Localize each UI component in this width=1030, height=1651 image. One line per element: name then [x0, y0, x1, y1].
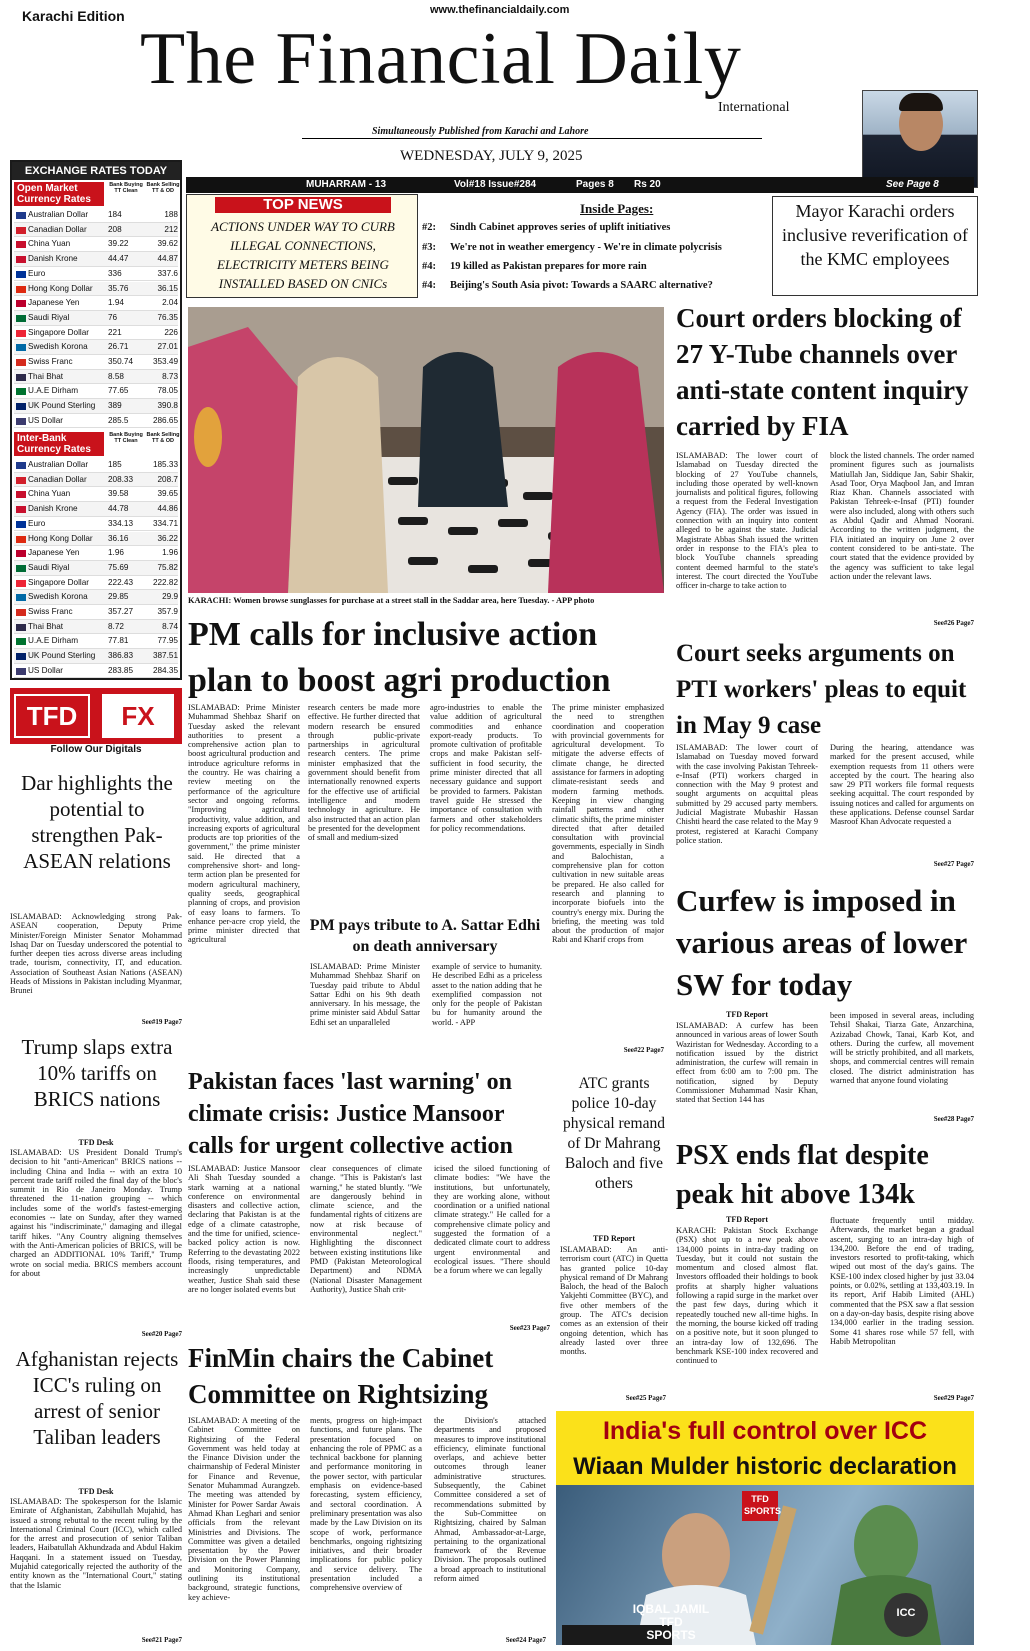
icc-headline-2: Wiaan Mulder historic declaration — [573, 1453, 957, 1480]
tagline: Simultaneously Published from Karachi and Lahore — [372, 126, 589, 137]
psx-see[interactable]: See#29 Page7 — [933, 1394, 974, 1402]
buy-rate: 283.85 — [108, 665, 134, 675]
flag-icon — [16, 418, 26, 425]
atc-byline: TFD Report — [593, 1234, 635, 1243]
sell-rate: 77.95 — [157, 636, 178, 646]
atc-headline[interactable]: ATC grants police 10-day physical remand of Dr Mahrang Baloch and five others — [562, 1075, 665, 1192]
open-market-row — [14, 296, 178, 311]
interbank-row — [14, 546, 178, 561]
curfew-col1: ISLAMABAD: A curfew has been announced in various areas of lower South Waziristan for Wednesday. According to a notification issued by the district administration, the curfew will remain in effect from 6:00 am to 7:00 pm. The notification, signed by Deputy Commissioner Muhammad Nasir Khan, stated that Section 144 has — [676, 1021, 818, 1105]
court-youtube-col2: block the listed channels. The order named prominent figures such as journalists Matiullah Jan, Siddique Jan, Sabir Shakir, Asad Toor, Orya Maqbool Jan, and Imran Riaz Khan. Channels associated with Pakistan Tehreek-e-Insaf (PTI) founder were also included, along with others such as Abdul Qadir and Ahmad Noorani. According to the written judgment, the FIA initiated an inquiry on June 2 over content considered to be anti-state. The court stated that the evidence provided by the agency was sufficient to take legal action under the relevant laws. — [830, 451, 974, 581]
photo-illustration — [188, 307, 664, 593]
flag-icon — [16, 300, 26, 307]
sell-rate: 390.8 — [157, 401, 178, 411]
currency-name: Thai Bhat — [28, 371, 64, 381]
open-market-row — [14, 399, 178, 414]
flag-icon — [16, 271, 26, 278]
pm-headline[interactable]: PM calls for inclusive action plan to boost agri production — [188, 616, 611, 699]
currency-name: Australian Dollar — [28, 460, 89, 469]
interbank-row — [14, 649, 178, 664]
exchange-rates-panel — [10, 160, 182, 680]
sell-rate: 334.71 — [152, 518, 178, 528]
inside-item[interactable]: #4: Beijing's South Asia pivot: Towards a SAARC alternative? — [422, 280, 713, 291]
mansoor-see[interactable]: See#23 Page7 — [509, 1324, 550, 1332]
court-pti-col2: During the hearing, attendance was marked for the present accused, while exemption requests from 11 others were accepted by the court. The hearing also saw 29 PTI workers file formal requests seeking acquittal. The court responded by issuing notices and called for arguments on these applications. Defense counsel Sardar Masroof Khan Advocate requested a — [830, 743, 974, 827]
currency-name: Saudi Riyal — [28, 562, 70, 572]
flag-icon — [16, 403, 26, 410]
curfew-byline: TFD Report — [726, 1010, 768, 1019]
follow-digitals[interactable]: Follow Our Digitals — [50, 744, 142, 755]
digital-brand-banner[interactable] — [10, 688, 182, 744]
open-market-row — [14, 282, 178, 297]
site-url[interactable]: www.thefinancialdaily.com — [430, 4, 570, 16]
currency-name: Thai Bhat — [28, 621, 64, 631]
flag-icon — [16, 594, 26, 601]
saddar-market-photo — [188, 307, 664, 593]
open-market-row — [14, 355, 178, 370]
currency-name: China Yuan — [28, 489, 71, 499]
edition-label: Karachi Edition — [22, 8, 125, 24]
buy-rate: 184 — [108, 210, 122, 219]
court-youtube-headline[interactable]: Court orders blocking of 27 Y-Tube channels over anti-state content inquiry carried by FIA — [676, 303, 969, 441]
afghan-byline: TFD Desk — [78, 1487, 114, 1496]
sell-rate: 222.82 — [152, 577, 178, 587]
currency-name: Danish Krone — [28, 504, 78, 514]
buy-rate: 39.22 — [108, 239, 129, 249]
mansoor-headline[interactable]: Pakistan faces 'last warning' on climate crisis: Justice Mansoor calls for urgent collective action — [188, 1069, 513, 1159]
currency-name: Singapore Dollar — [28, 577, 89, 587]
currency-name: Japanese Yen — [28, 298, 80, 308]
top-news-head: TOP NEWS — [215, 197, 391, 213]
atc-see[interactable]: See#25 Page7 — [625, 1394, 666, 1402]
afghan-see[interactable]: See#21 Page7 — [141, 1636, 182, 1644]
open-market-row — [14, 311, 178, 326]
flag-icon — [16, 491, 26, 498]
currency-name: U.A.E Dirham — [28, 636, 79, 646]
atc-body: ISLAMABAD: An anti-terrorism court (ATC) in Quetta has granted police 10-day physical remand of Dr Mahrang Baloch, the head of the Baloch Yakjehti Committee (BYC), and five other members of the group. The ATC's decision comes as an extension of their ongoing detention, which has already lasted over three months. — [560, 1245, 668, 1357]
inside-pages-head: Inside Pages: — [580, 201, 654, 216]
interbank-row — [14, 473, 178, 488]
sell-rate: 226 — [164, 327, 178, 337]
buy-rate: 77.65 — [108, 386, 129, 396]
buy-rate: 336 — [108, 268, 122, 278]
flag-icon — [16, 374, 26, 381]
volume-issue: Vol#18 Issue#284 — [454, 179, 537, 190]
col-buy-header-2: Bank Buying TT Clean — [109, 432, 143, 444]
open-market-label: Open Market Currency Rates — [14, 182, 104, 206]
col-buy-header: Bank Buying TT Clean — [109, 182, 143, 194]
buy-rate: 334.13 — [108, 518, 134, 528]
top-news-text: ACTIONS UNDER WAY TO CURB ILLEGAL CONNECTIONS, ELECTRICITY METERS BEING INSTALLED BASED ON CNICs — [211, 219, 395, 291]
buy-rate: 222.43 — [108, 577, 134, 587]
sell-rate: 337.6 — [157, 268, 178, 278]
currency-name: US Dollar — [28, 415, 64, 425]
interbank-row — [14, 590, 178, 605]
buy-rate: 357.27 — [108, 607, 134, 616]
dateline: WEDNESDAY, JULY 9, 2025 — [400, 148, 583, 164]
currency-name: U.A.E Dirham — [28, 386, 79, 396]
currency-name: Canadian Dollar — [28, 224, 87, 234]
psx-col2: fluctuate frequently until midday. Afterwards, the market began a gradual ascent, surging to an intra-day high of 134,200. Before the end of trading, investors resorted to profit-taking, which wiped out most of the day's gains. The KSE-100 index closed higher by just 33.04 points, or 0.02%, settling at 133,403.19. In its report, Arif Habib Limited (AHL) commented that the PSX saw a flat session on a day-on-day basis, despite rising above 134,000 earlier in the trading session. Some 41 shares rose while 57 fell, with Habib Metropolitan — [830, 1216, 974, 1346]
buy-rate: 389 — [108, 401, 122, 411]
sell-rate: 27.01 — [157, 342, 178, 352]
buy-rate: 77.81 — [108, 636, 129, 646]
buy-rate: 39.58 — [108, 489, 129, 499]
sell-rate: 2.04 — [162, 298, 178, 308]
court-pti-headline[interactable]: Court seeks arguments on PTI workers' pleas to equit in May 9 case — [676, 640, 967, 739]
currency-name: Hong Kong Dollar — [28, 533, 93, 543]
flag-icon — [16, 668, 26, 675]
open-market-row — [14, 208, 178, 223]
masthead-title: The Financial Daily — [140, 18, 742, 100]
buy-rate: 35.76 — [108, 283, 129, 293]
sell-rate: 39.65 — [157, 489, 178, 499]
court-pti-col1: ISLAMABAD: The lower court of Islamabad on Tuesday moved forward with the case involving Pakistan Tehreek-e-Insaf (PTI) workers charged in connection with the May 9 protest and sought arguments on acquittal pleas submitted by 29 accused party members. Judicial Magistrate Mubashir Hassan Chishti heard the case related to the May 9 protest, registered at Karachi Company police station. — [676, 743, 818, 845]
mansoor-col1: ISLAMABAD: Justice Mansoor Ali Shah Tuesday sounded a stark warning at a national conference on environmental disasters and collective action, declaring that Pakistan is at the edge of a climate catastrophe, and the time for unified, science-backed policy action is now. Referring to the devastating 2022 floods, rising temperatures, and increasingly unpredictable weather, Justice Shah said these are no longer isolated events but — [188, 1164, 300, 1294]
dar-headline[interactable]: Dar highlights the potential to strengthen Pak-ASEAN relations — [21, 771, 173, 873]
finmin-see[interactable]: See#24 Page7 — [505, 1636, 546, 1644]
sell-rate: 208.7 — [157, 474, 178, 484]
flag-icon — [16, 212, 26, 219]
sattar-col1: ISLAMABAD: Prime Minister Muhammad Shehbaz Sharif on Tuesday paid tribute to Abdul Sattar Edhi on his 9th death anniversary. In his message, the prime minister said Abdul Sattar Edhi set an unparalleled — [310, 962, 420, 1027]
currency-name: Japanese Yen — [28, 548, 80, 558]
icc-sports-banner[interactable] — [556, 1411, 974, 1645]
currency-name: Saudi Riyal — [28, 312, 70, 322]
flag-icon — [16, 550, 26, 557]
open-market-row — [14, 326, 178, 341]
interbank-row — [14, 605, 178, 620]
buy-rate: 221 — [108, 327, 122, 337]
pm-see[interactable]: See#22 Page7 — [623, 1046, 664, 1054]
buy-rate: 208 — [108, 224, 122, 234]
inside-item[interactable]: #2: Sindh Cabinet approves series of uplift initiatives — [422, 222, 671, 233]
buy-rate: 26.71 — [108, 342, 129, 352]
buy-rate: 76 — [108, 312, 118, 322]
mayor-photo — [862, 90, 978, 188]
flag-icon — [16, 256, 26, 263]
currency-name: Australian Dollar — [28, 210, 89, 219]
interbank-row — [14, 576, 178, 591]
finmin-col1: ISLAMABAD: A meeting of the Cabinet Committee on Rightsizing of the Federal Government was held today at the Finance Division under the chairmanship of Federal Minister for Finance and Revenue, Senator Muhammad Aurangzeb. The meeting was attended by Minister for Power Sardar Awais Ahmad Khan Leghari and senior officials from the relevant Ministries and Divisions. The Committee was given a detailed presentation by the Power Division on the Power Planning and Monitoring Company, outlining its institutional background, strategic functions, key achieve- — [188, 1416, 300, 1602]
open-market-row — [14, 237, 178, 252]
flag-icon — [16, 241, 26, 248]
photo-caption: KARACHI: Women browse sunglasses for purchase at a street stall in the Saddar area, here Tuesday. - APP photo — [188, 596, 595, 605]
pm-col4: The prime minister emphasized the need to strengthen coordination and cooperation with provincial governments for agricultural development. To mitigate the adverse effects of climate change, he directed assistance for farmers in adopting climate-resistant seeds and modern farming methods. Keeping in view changing rainfall patterns and other climatic shifts, the prime minister directed that after detailed consultation with provincial governments, especially in Sindh and Balochistan, a comprehensive plan for cotton cultivation in new suitable areas be prepared. He also called for research and planning to incorporate biofuels into the country's energy mix. During the briefing, the meeting was told about the production of major Rabi and Kharif crops from — [552, 703, 664, 945]
interbank-row — [14, 634, 178, 649]
finmin-headline[interactable]: FinMin chairs the Cabinet Committee on Rightsizing — [188, 1343, 494, 1409]
sell-rate: 36.15 — [157, 283, 178, 293]
sell-rate: 44.87 — [157, 254, 178, 264]
sell-rate: 212 — [164, 224, 178, 234]
interbank-row — [14, 532, 178, 547]
sell-rate: 8.73 — [162, 371, 178, 381]
sell-rate: 8.74 — [162, 621, 178, 631]
interbank-row — [14, 664, 178, 679]
currency-name: UK Pound Sterling — [28, 401, 96, 411]
currency-name: Singapore Dollar — [28, 327, 89, 337]
icc-illustration — [556, 1485, 974, 1645]
sell-rate: 357.9 — [157, 607, 178, 616]
buy-rate: 350.74 — [108, 357, 134, 366]
trump-see[interactable]: See#20 Page7 — [141, 1330, 182, 1338]
flag-icon — [16, 506, 26, 513]
flag-icon — [16, 565, 26, 572]
sell-rate: 185.33 — [152, 460, 178, 469]
exchange-title: EXCHANGE RATES TODAY — [12, 162, 180, 180]
flag-icon — [16, 624, 26, 631]
currency-name: Swedish Korona — [28, 342, 88, 352]
curfew-headline[interactable]: Curfew is imposed in various areas of lower SW for today — [676, 883, 967, 1002]
inside-item[interactable]: #3: We're not in weather emergency - We're in climate polycrisis — [422, 242, 722, 253]
sell-rate: 39.62 — [157, 239, 178, 249]
currency-name: Canadian Dollar — [28, 474, 87, 484]
flag-icon — [16, 315, 26, 322]
flag-icon — [16, 388, 26, 395]
mansoor-col3: icised the siloed functioning of climate bodies: "We have the institutions, but unfortunately, they are working alone, without coordination or a unified national climate strategy." He called for a comprehensive climate policy and suggested the formation of a dedicated climate court to address urgent environmental and ecological issues. "There should be a forum where we can legally — [434, 1164, 550, 1276]
sell-rate: 1.96 — [162, 548, 178, 558]
buy-rate: 285.5 — [108, 415, 129, 425]
sell-rate: 29.9 — [162, 592, 178, 602]
page-count: Pages 8 — [576, 179, 614, 190]
currency-name: Swiss Franc — [28, 357, 73, 366]
mayor-story-box[interactable]: Mayor Karachi orders inclusive reverification of the KMC employees — [772, 196, 978, 296]
currency-name: US Dollar — [28, 665, 64, 675]
interbank-row — [14, 517, 178, 532]
currency-name: Hong Kong Dollar — [28, 283, 93, 293]
flag-icon — [16, 330, 26, 337]
trump-byline: TFD Desk — [78, 1138, 114, 1147]
finmin-col3: the Division's attached departments and proposed measures to improve institutional efficiency, eliminate functional overlaps, and achieve better outcomes through leaner administrative structures. Subsequently, the Cabinet Committee considered a set of recommendations submitted by the Sub-Committee on Rightsizing, chaired by Salman Ahmad, Ambassador-at-Large, pertaining to the organizational framework of the Revenue Division. The proposals outlined a broad approach to institutional reform aimed — [434, 1416, 546, 1584]
pm-col2: research centers be made more effective. He further directed that modern research be ensured through public-private partnerships in agricultural research centers. The prime minister emphasized that the government should benefit from internationally renowned experts for the effective use of artificial intelligence and modern technology in agriculture. He also instructed that an action plan be presented for the development of small and medium-sized — [308, 703, 420, 843]
psx-byline: TFD Report — [726, 1215, 768, 1224]
interbank-row — [14, 458, 178, 473]
open-market-row — [14, 267, 178, 282]
icc-headline-1: India's full control over ICC — [602, 1417, 928, 1445]
international-label: International — [718, 100, 790, 115]
buy-rate: 1.96 — [108, 548, 124, 558]
sell-rate: 284.35 — [152, 665, 178, 675]
court-pti-see[interactable]: See#27 Page7 — [933, 860, 974, 868]
flag-icon — [16, 477, 26, 484]
tfd-logo: TFD — [14, 694, 90, 738]
muharram-date: MUHARRAM - 13 — [306, 179, 386, 190]
currency-name: Swiss Franc — [28, 607, 73, 616]
icc-logo-text: ICC — [896, 1607, 916, 1619]
open-market-row — [14, 252, 178, 267]
sell-rate: 353.49 — [152, 357, 178, 366]
interbank-row — [14, 620, 178, 635]
open-market-row — [14, 414, 178, 429]
buy-rate: 75.69 — [108, 562, 129, 572]
sell-rate: 387.51 — [152, 651, 178, 661]
open-market-row — [14, 384, 178, 399]
interbank-row — [14, 502, 178, 517]
sell-rate: 76.35 — [157, 312, 178, 322]
psx-col1: KARACHI: Pakistan Stock Exchange (PSX) shot up to a new peak above 134,000 points in intra-day trading on Tuesday, but it could not sustain the momentum and closed almost flat. Investors offloaded their holdings to book profits at sharply higher valuations following a rapid surge in the market over the past few days, during which it repeatedly touched new all-time highs. In the morning, the bourse kicked off trading on a positive note, but it soon plunged to an intra-day low of 132,696. The benchmark KSE-100 index recovered and continued to — [676, 1226, 818, 1366]
flag-icon — [16, 536, 26, 543]
sell-rate: 36.22 — [157, 533, 178, 543]
flag-icon — [16, 653, 26, 660]
sell-rate: 188 — [164, 210, 178, 219]
tagline-rule — [302, 138, 762, 139]
curfew-col2: been imposed in several areas, including Tehsil Shakai, Tiarza Gate, Anzarchina, Azizabad Chowk, Tanai, Karb Kot, and others. During the curfew, all movement will be strictly prohibited, and all markets, shops, and commercial centres will remain closed. The district administration has warned that anyone found violating — [830, 1011, 974, 1086]
flag-icon — [16, 359, 26, 366]
currency-name: Danish Krone — [28, 254, 78, 264]
buy-rate: 44.47 — [108, 254, 129, 264]
sell-rate: 286.65 — [152, 415, 178, 425]
afghan-body: ISLAMABAD: The spokesperson for the Islamic Emirate of Afghanistan, Zabihullah Mujahid, has issued a strong rebuttal to the recent ruling by the International Criminal Court (ICC), which called for the arrest and prosecution of senior Taliban leaders, Haibatullah Akhundzada and Abdul Hakim Haqqani. In a statement issued on Tuesday, Mujahid categorically rejected the authority of the entity known as the "International Court," stating that the Islamic — [10, 1497, 182, 1590]
flag-icon — [16, 638, 26, 645]
sattar-headline[interactable]: PM pays tribute to A. Sattar Edhi on death anniversary — [309, 917, 541, 955]
open-market-row — [14, 370, 178, 385]
sell-rate: 78.05 — [157, 386, 178, 396]
dar-see[interactable]: See#19 Page7 — [141, 1018, 182, 1026]
buy-rate: 8.72 — [108, 621, 124, 631]
buy-rate: 29.85 — [108, 592, 129, 602]
open-market-row — [14, 340, 178, 355]
banner-credit: IQBAL JAMIL TFD SPORTS — [632, 1602, 710, 1642]
interbank-label: Inter-Bank Currency Rates — [14, 432, 104, 456]
fx-logo: FX — [102, 694, 174, 738]
pm-col1: ISLAMABAD: Prime Minister Muhammad Shehbaz Sharif on Tuesday asked the relevant authorities to present a comprehensive action plan to boost agricultural production and introduce agriculture reforms in the country. He was chairing a review meeting on the performance of the agriculture sector and ongoing reforms. "Improving agricultural productivity, value addition, and increasing exports of agricultural products are top priorities of the government," the prime minister said. He directed that a comprehensive short- and long-term action plan be presented for modern agricultural machinery, quality seeds, geographical planning of crops, and provision of easy loans to farmers. To enhance per-acre crop yield, the prime minister directed that agricultural — [188, 703, 300, 945]
trump-headline[interactable]: Trump slaps extra 10% tariffs on BRICS nations — [21, 1035, 173, 1111]
col-sell-header-2: Bank Selling TT & OD — [146, 432, 180, 444]
currency-name: Swedish Korona — [28, 592, 88, 602]
flag-icon — [16, 227, 26, 234]
top-news-box[interactable] — [186, 194, 418, 298]
flag-icon — [16, 286, 26, 293]
buy-rate: 1.94 — [108, 298, 124, 308]
currency-name: UK Pound Sterling — [28, 651, 96, 661]
buy-rate: 36.16 — [108, 533, 129, 543]
afghan-headline[interactable]: Afghanistan rejects ICC's ruling on arrest of senior Taliban leaders — [15, 1347, 179, 1449]
court-youtube-col1: ISLAMABAD: The lower court of Islamabad on Tuesday directed the blocking of 27 YouTube channels, including those operated by well-known journalists and political figures, following a request from the Federal Investigation Agency (FIA). The order was issued in connection with an inquiry into content alleged to be against the state. Judicial Magistrate Abbas Shah issued the written order in response to the FIA's plea to block YouTube channels spreading content deemed harmful to the state's interest. The court directed the YouTube officer in-charge to take action to — [676, 451, 818, 591]
issue-bar — [186, 177, 974, 193]
col-sell-header: Bank Selling TT & OD — [146, 182, 180, 194]
flag-icon — [16, 580, 26, 587]
buy-rate: 386.83 — [108, 651, 134, 661]
sell-rate: 75.82 — [157, 562, 178, 572]
psx-headline[interactable]: PSX ends flat despite peak hit above 134k — [676, 1140, 929, 1210]
pm-col3: agro-industries to enable the value addition of agricultural commodities and enhance export-ready products. To promote cultivation of profitable crops and make Pakistan self-sufficient in food security, the prime minister directed that all necessary guidance and support be provided to farmers. Pakistan travel guide He stressed the importance of consultation with farmers and other stakeholders for policy recommendations. — [430, 703, 542, 833]
buy-rate: 185 — [108, 460, 122, 469]
flag-icon — [16, 344, 26, 351]
flag-icon — [16, 609, 26, 616]
see-page-label[interactable]: See Page 8 — [886, 179, 939, 190]
buy-rate: 44.78 — [108, 504, 129, 514]
price: Rs 20 — [634, 179, 661, 190]
currency-name: Euro — [28, 268, 46, 278]
sattar-col2: example of service to humanity. He described Edhi as a priceless asset to the nation adding that he exemplified compassion not only for the people of Pakistan bu for humanity around the world. - APP — [432, 962, 542, 1027]
flag-icon — [16, 462, 26, 469]
mayor-hair — [899, 93, 943, 111]
flag-icon — [16, 521, 26, 528]
trump-body: ISLAMABAD: US President Donald Trump's decision to hit "anti-American" BRICS nations -- including China and India -- with an extra 10 percent trade tariff roiled the final day of the bloc's summit in Rio de Janeiro Monday. Trump threatened the 11-nation grouping -- which includes some of the world's fastest-emerging economies -- late on Sunday, after they warned against his "indiscriminate," damaging and illegal tariff hikes. "Any Country aligning themselves with the Anti-American policies of BRICS, will be charged an ADDITIONAL 10% Tariff," Trump wrote on social media. BRICS members account for about — [10, 1148, 182, 1278]
interbank-row — [14, 487, 178, 502]
currency-name: Euro — [28, 518, 46, 528]
sell-rate: 44.86 — [157, 504, 178, 514]
tfd-sports-badge: TFD SPORTS — [744, 1494, 782, 1516]
inside-item[interactable]: #4: 19 killed as Pakistan prepares for more rain — [422, 261, 647, 272]
interbank-row — [14, 561, 178, 576]
currency-name: China Yuan — [28, 239, 71, 249]
court-youtube-see[interactable]: See#26 Page7 — [933, 619, 974, 627]
curfew-see[interactable]: See#28 Page7 — [933, 1115, 974, 1123]
mansoor-col2: clear consequences of climate change. "This is Pakistan's last warning," he stated bluntly. "We are dangerously behind in climate science, and the fundamental rights of citizens are now at risk because of environmental neglect." Highlighting the disconnect between existing institutions like PMD (Pakistan Meteorological Department) and NDMA (National Disaster Management Authority), Justice Shah crit- — [310, 1164, 422, 1294]
open-market-row — [14, 223, 178, 238]
buy-rate: 8.58 — [108, 371, 124, 381]
buy-rate: 208.33 — [108, 474, 134, 484]
dar-body: ISLAMABAD: Acknowledging strong Pak-ASEAN cooperation, Deputy Prime Minister/Foreign Minister Senator Mohammad Ishaq Dar on Tuesday underscored the potential to further deepen ties across diverse areas including trade, tourism, connectivity, IT, and education. Association of Southeast Asian Nations (ASEAN) Heads of Missions in Pakistan including Myanmar, Brunei — [10, 912, 182, 996]
finmin-col2: ments, progress on high-impact functions, and future plans. The presentation focused on enhancing the role of PPMC as a technical backbone for planning and performance monitoring in the power sector, with particular emphasis on evidence-based forecasting, system efficiency, and sectoral coordination. A preliminary presentation was also made by the Law Division on its scope of work, performance benchmarks, ongoing rightsizing initiatives, and their broader implications for public policy and service delivery. The presentation included a comprehensive overview of — [310, 1416, 422, 1593]
